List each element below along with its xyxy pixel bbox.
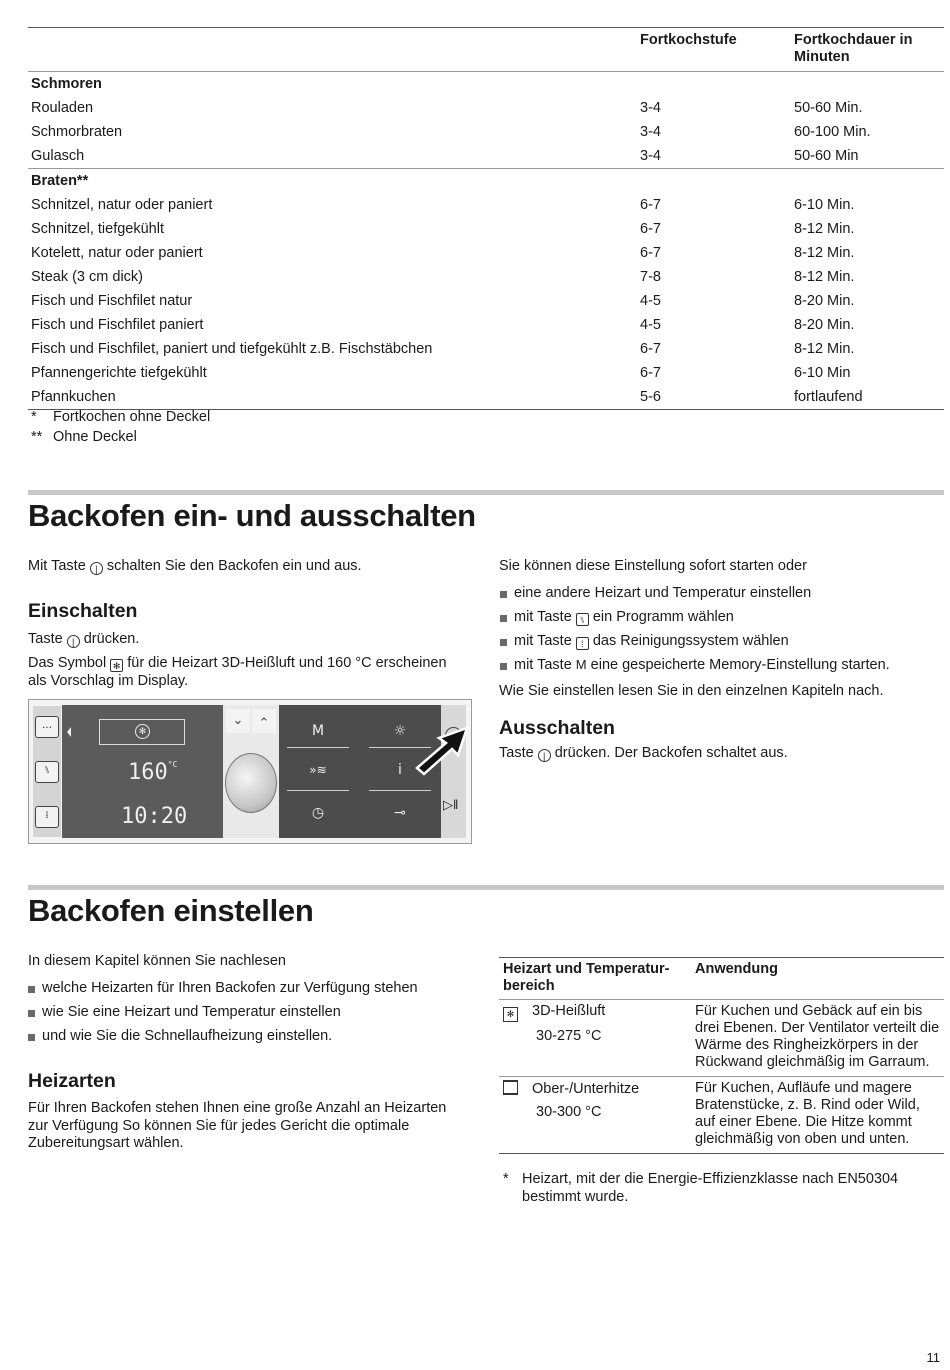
start-stop-icon: ▷‖ <box>443 797 459 812</box>
section-divider <box>28 490 944 495</box>
table-cell: 8-12 Min. <box>794 269 855 285</box>
table-cell: 6-7 <box>640 245 661 261</box>
table-cell: Rouladen <box>31 100 94 116</box>
section-title: Backofen einstellen <box>28 893 314 928</box>
table-cell: 8-12 Min. <box>794 341 855 357</box>
footnote <box>31 427 210 447</box>
table-cell: 50-60 Min <box>791 144 944 169</box>
table-cell: 5-6 <box>637 385 791 410</box>
table-row <box>28 96 944 120</box>
list-item <box>500 654 944 678</box>
table-row <box>28 313 944 337</box>
list-item: wie Sie eine Heizart und Temperatur einstellen <box>28 1001 468 1025</box>
program-icon: ⑊ <box>576 613 589 626</box>
table-cell: 60-100 Min. <box>794 124 871 140</box>
table-footnotes <box>31 407 210 447</box>
table-cell: 8-12 Min. <box>794 245 855 261</box>
footnote <box>31 407 210 427</box>
column-header-use: Anwendung <box>691 958 944 1000</box>
table-cell: 6-10 Min <box>794 365 851 381</box>
column-header-mode: Heizart und Temperatur-bereich <box>499 958 691 1000</box>
fan-icon: ✻ <box>503 1007 518 1022</box>
table-cell: 4-5 <box>640 293 661 309</box>
table-cell: Steak (3 cm dick) <box>31 269 143 285</box>
table-cell: Gulasch <box>28 144 637 169</box>
table-cell: Schnitzel, natur oder paniert <box>31 197 213 213</box>
divider-line <box>287 790 349 791</box>
footnote-mark: * <box>503 1171 509 1187</box>
cleaning-button-icon: ⁞ <box>35 806 59 828</box>
option-pre: mit Taste <box>514 633 572 649</box>
power-icon: | <box>67 635 80 648</box>
cooking-table <box>28 27 944 410</box>
group-label: Schmoren <box>31 76 102 92</box>
table-cell: Schmorbraten <box>31 124 123 140</box>
table-cell: fortlaufend <box>791 385 944 410</box>
divider-line <box>369 790 431 791</box>
option-post: eine gespeicherte Memory-Einstellung starten. <box>590 657 890 673</box>
temperature-value: 160 <box>128 760 168 785</box>
table-row <box>28 265 944 289</box>
chevron-up-icon: ⌃ <box>252 709 276 733</box>
option-post: das Reinigungssystem wählen <box>592 633 789 649</box>
temperature-unit: °C <box>167 760 178 769</box>
ausschalten-step <box>499 745 788 763</box>
table-cell: Fisch und Fischfilet, paniert und tiefgekühlt z.B. Fischstäbchen <box>31 341 433 357</box>
option-pre: mit Taste <box>514 609 572 625</box>
table-row <box>28 193 944 217</box>
ausschalten-heading: Ausschalten <box>499 717 615 739</box>
pointer-arrow-icon <box>411 724 469 776</box>
group-label: Braten** <box>31 173 89 189</box>
memory-icon: M <box>311 723 325 739</box>
step-post: drücken. <box>83 631 140 647</box>
right-note: Wie Sie einstellen lesen Sie in den einzelnen Kapiteln nach. <box>499 683 884 699</box>
fan-icon: ✻ <box>135 724 150 739</box>
heating-mode-field <box>99 719 185 745</box>
mode-name-line <box>503 1003 687 1022</box>
footnote-text: Ohne Deckel <box>53 429 137 445</box>
fan-icon: ✻ <box>110 659 123 672</box>
intro-text <box>28 558 362 576</box>
intro-text-post: schalten Sie den Backofen ein und aus. <box>106 558 362 574</box>
list-item: welche Heizarten für Ihren Backofen zur Verfügung stehen <box>28 977 468 1001</box>
footnote-text: Heizart, mit der die Energie-Effizienzklasse nach EN50304 bestimmt wurde. <box>522 1171 899 1205</box>
table-header-row <box>499 958 944 1000</box>
control-panel-illustration <box>28 699 472 844</box>
mode-name-line <box>503 1080 687 1098</box>
table-cell: Kotelett, natur oder paniert <box>31 245 203 261</box>
table-row <box>28 361 944 385</box>
table-cell: 8-20 Min. <box>794 293 855 309</box>
menu-button-icon: … <box>35 716 59 738</box>
quick-heat-icon: »≋ <box>309 763 327 777</box>
table-cell: Fisch und Fischfilet paniert <box>31 317 204 333</box>
section2-intro: In diesem Kapitel können Sie nachlesen <box>28 953 286 969</box>
symbol-pre: Das Symbol <box>28 655 107 671</box>
power-icon: | <box>90 562 103 575</box>
table-footnote <box>503 1171 943 1206</box>
table-cell: 3-4 <box>637 144 791 169</box>
table-cell: 6-10 Min. <box>794 197 855 213</box>
knob-area <box>223 705 279 838</box>
divider-line <box>287 747 349 748</box>
intro-text-pre: Mit Taste <box>28 558 86 574</box>
mode-name: Ober-/Unterhitze <box>532 1081 640 1097</box>
einschalten-step <box>28 631 139 649</box>
cleaning-icon: ⁞ <box>576 637 589 650</box>
table-cell: Schnitzel, tiefgekühlt <box>31 221 164 237</box>
left-button-column <box>33 706 61 837</box>
chevron-down-icon: ⌄ <box>226 709 250 733</box>
column-header-duration: Fortkochdauer in Minuten <box>794 32 913 65</box>
option-post: ein Programm wählen <box>592 609 734 625</box>
rotary-knob <box>225 753 277 813</box>
step-pre: Taste <box>28 631 63 647</box>
section-divider <box>28 885 944 890</box>
memory-icon: M <box>575 657 587 672</box>
table-cell: 6-7 <box>640 197 661 213</box>
column-header-level: Fortkochstufe <box>640 32 737 48</box>
right-intro: Sie können diese Einstellung sofort starten oder <box>499 558 807 574</box>
temperature-readout <box>128 760 177 785</box>
table-cell: 6-7 <box>640 221 661 237</box>
table-row <box>499 1000 944 1077</box>
section-title: Backofen ein- und ausschalten <box>28 498 476 533</box>
mode-use: Für Kuchen und Gebäck auf ein bis drei Ebenen. Der Ventilator verteilt die Wärme des Ringheizkörpers in der Rückwand gleichmäßig im Garraum. <box>691 1000 944 1077</box>
option-text: eine andere Heizart und Temperatur einstellen <box>514 585 812 601</box>
table-cell: 3-4 <box>640 124 661 140</box>
column-header-dish <box>28 28 637 72</box>
list-item <box>500 582 944 606</box>
table-row <box>28 385 944 410</box>
table-group-row <box>28 72 944 97</box>
table-row <box>28 120 944 144</box>
footnote-text: Fortkochen ohne Deckel <box>53 409 211 425</box>
program-button-icon: ⑊ <box>35 761 59 783</box>
step-pre: Taste <box>499 745 534 761</box>
power-icon: | <box>538 749 551 762</box>
info-icon: i <box>398 762 402 778</box>
options-list <box>500 582 944 678</box>
table-cell: 3-4 <box>640 100 661 116</box>
footnote-mark: * <box>31 409 37 425</box>
table-row <box>28 241 944 265</box>
left-arrow-icon <box>67 727 71 737</box>
list-item <box>500 630 944 654</box>
heating-modes-table <box>499 957 944 1154</box>
table-cell: 8-12 Min. <box>794 221 855 237</box>
einschalten-heading: Einschalten <box>28 600 138 622</box>
list-item: und wie Sie die Schnellaufheizung einstellen. <box>28 1025 468 1049</box>
light-icon: ☼ <box>393 723 407 739</box>
clock-icon: ◷ <box>311 805 325 821</box>
table-cell: 4-5 <box>640 317 661 333</box>
table-cell: Fisch und Fischfilet natur <box>31 293 193 309</box>
einschalten-symbol-text <box>28 655 468 690</box>
table-cell: 6-7 <box>640 365 661 381</box>
heizarten-heading: Heizarten <box>28 1070 116 1092</box>
mode-use: Für Kuchen, Aufläufe und magere Bratenstücke, z. B. Rind oder Wild, auf einer Ebene. Die Hitze kommt gleichmäßig von oben und unten. <box>691 1077 944 1154</box>
mode-range: 30-275 °C <box>536 1028 602 1044</box>
list-item <box>500 606 944 630</box>
table-cell: 6-7 <box>640 341 661 357</box>
option-pre: mit Taste <box>514 657 572 673</box>
table-group-row <box>28 169 944 194</box>
mode-range: 30-300 °C <box>536 1104 602 1120</box>
mode-cell <box>499 1000 691 1077</box>
table-row <box>28 144 944 169</box>
table-cell: Pfannkuchen <box>28 385 637 410</box>
oven-display <box>62 705 223 838</box>
mode-name: 3D-Heißluft <box>532 1003 606 1019</box>
table-cell: 50-60 Min. <box>794 100 863 116</box>
time-readout: 10:20 <box>121 804 188 829</box>
step-post: drücken. Der Backofen schaltet aus. <box>554 745 788 761</box>
chapter-topics-list <box>28 977 468 1049</box>
key-lock-icon: ⊸ <box>394 805 406 821</box>
mode-cell <box>499 1077 691 1154</box>
symbol-post: für die Heizart 3D-Heißluft und 160 °C erscheinen als Vorschlag im Display. <box>28 655 447 689</box>
page-number: 11 <box>926 1350 940 1365</box>
table-cell: 8-20 Min. <box>794 317 855 333</box>
table-row <box>28 217 944 241</box>
table-row <box>499 1077 944 1154</box>
footnote-mark: ** <box>31 429 43 445</box>
table-header-row <box>28 28 944 72</box>
heizarten-text: Für Ihren Backofen stehen Ihnen eine große Anzahl an Heizarten zur Verfügung So können Sie für jedes Gericht die optimale Zubereitungsart wählen. <box>28 1100 447 1151</box>
table-row <box>28 337 944 361</box>
table-cell: Pfannengerichte tiefgekühlt <box>31 365 207 381</box>
table-row <box>28 289 944 313</box>
top-bottom-heat-icon <box>503 1080 518 1095</box>
table-cell: 7-8 <box>640 269 661 285</box>
